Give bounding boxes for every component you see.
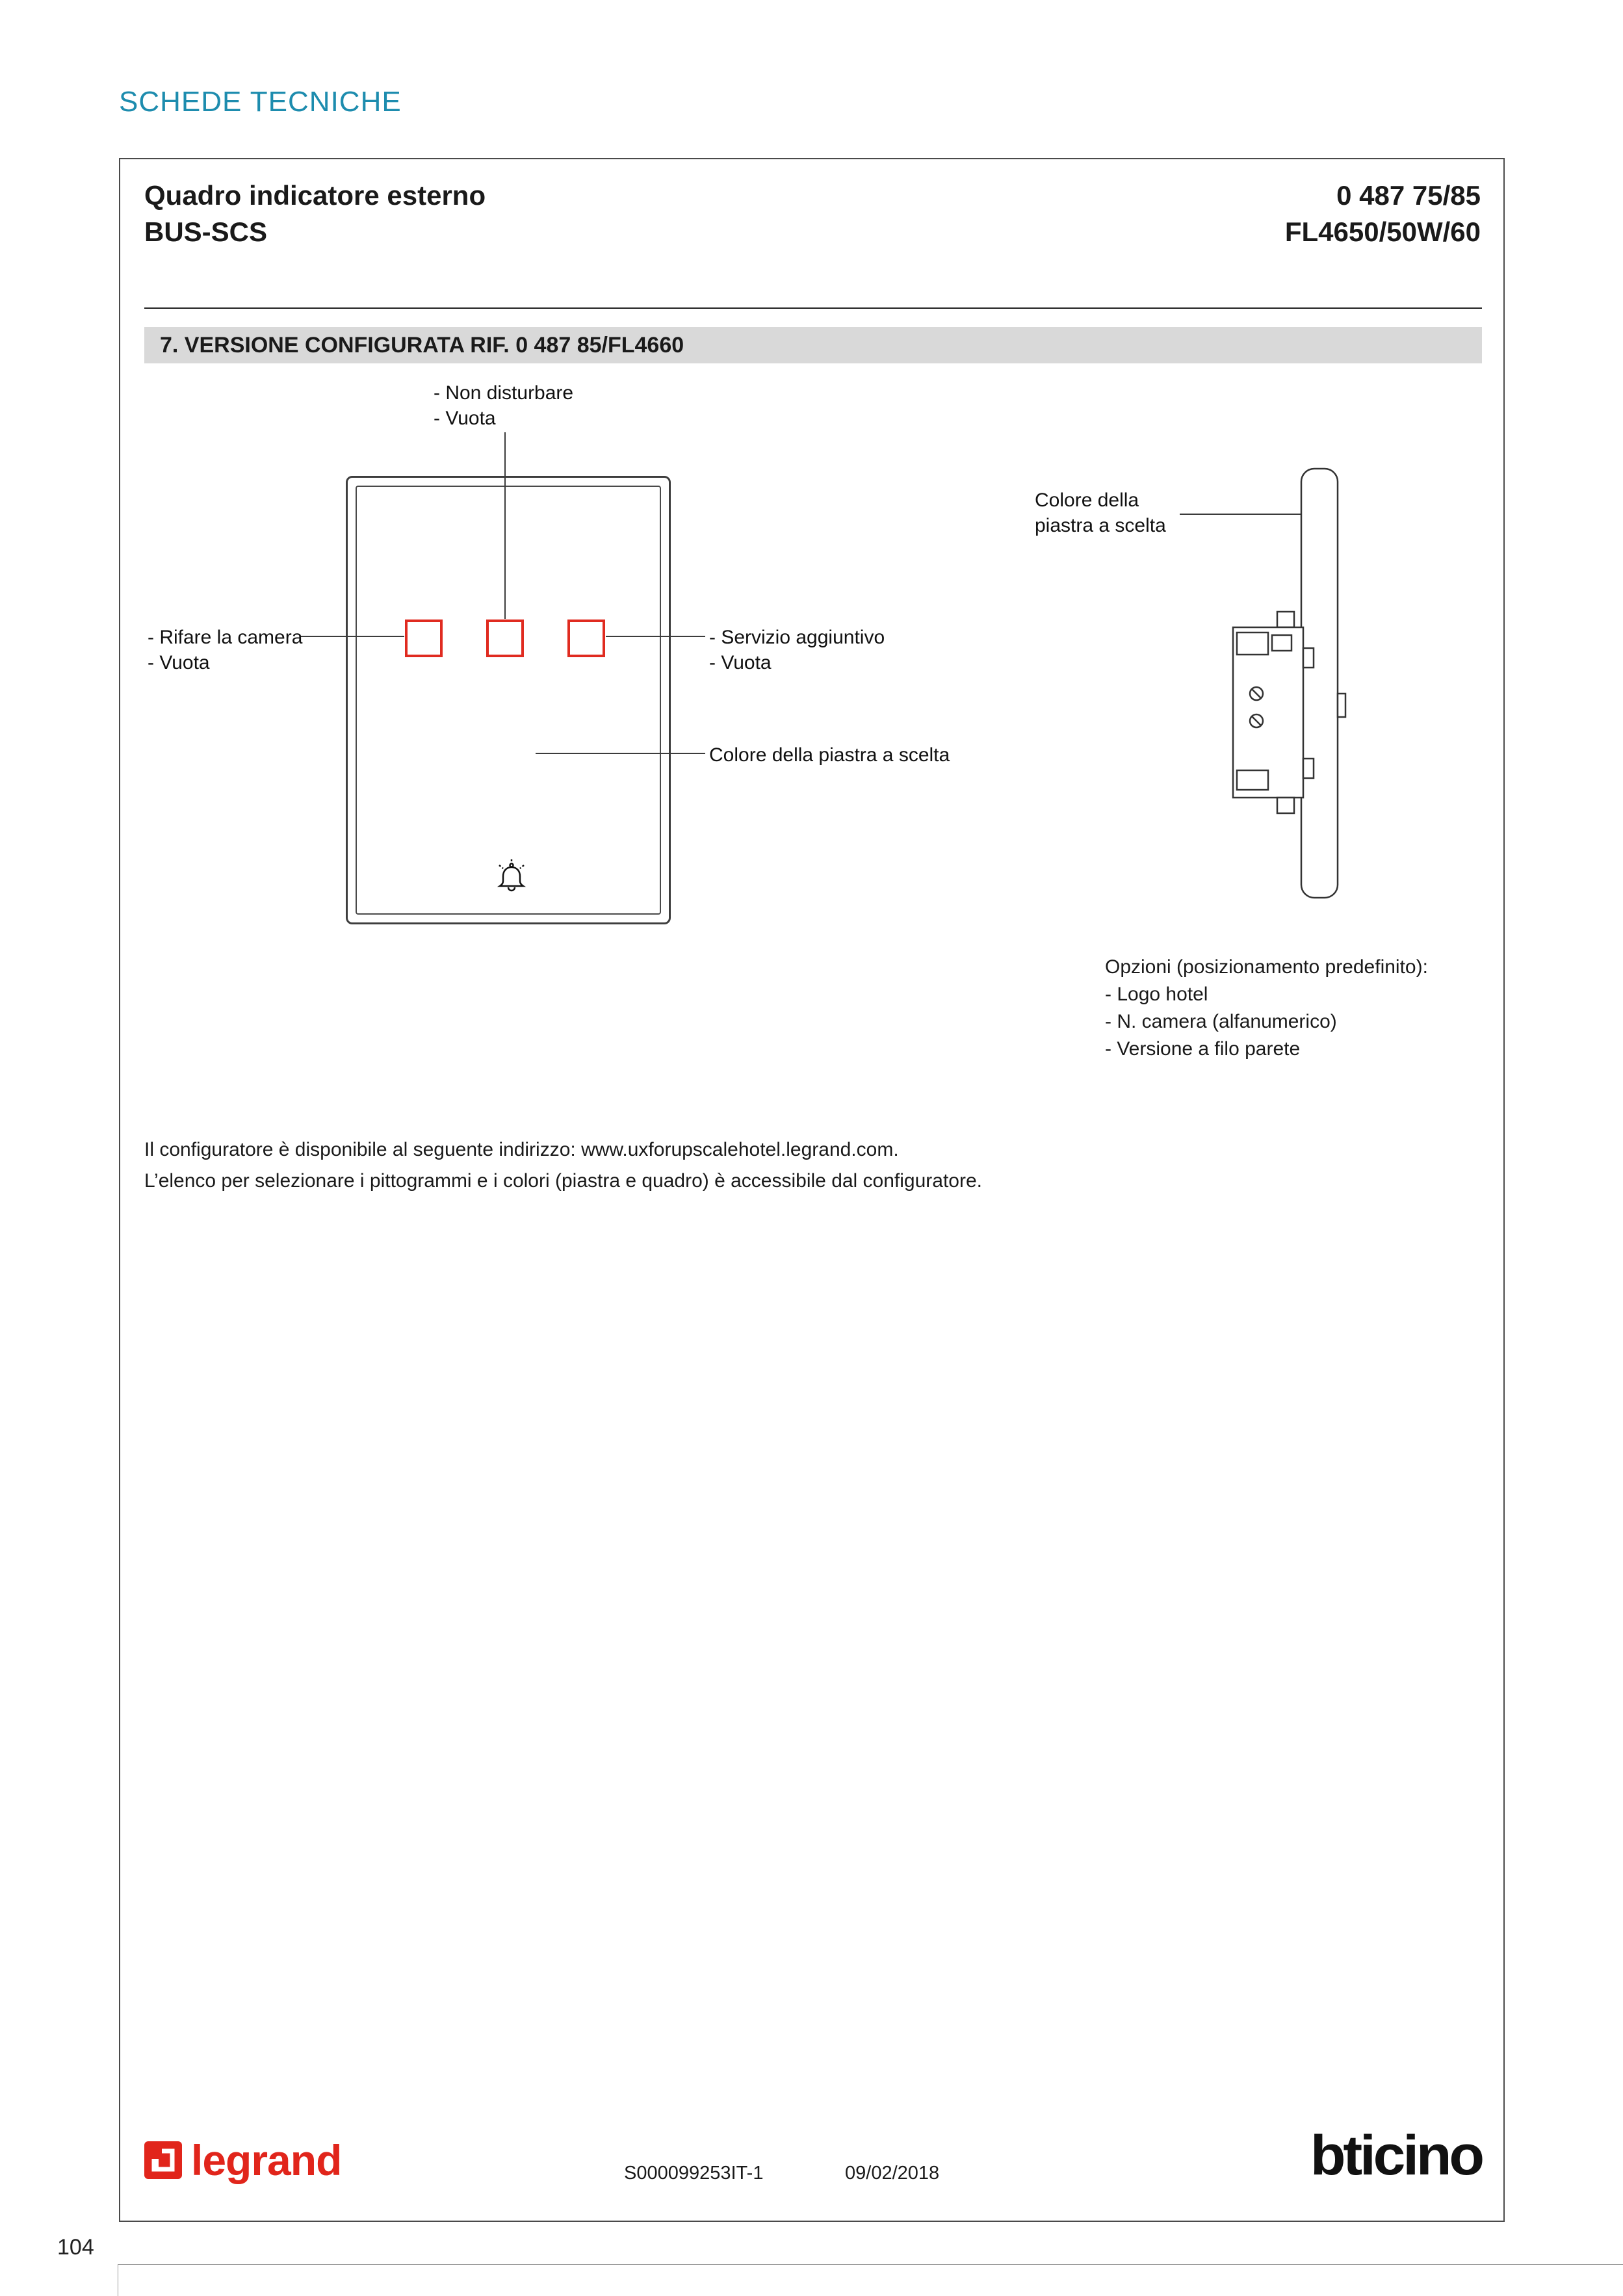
product-ref-line1: 0 487 75/85	[1336, 180, 1481, 211]
connector-non-disturbare	[504, 432, 506, 619]
product-title-line2: BUS-SCS	[144, 216, 268, 247]
plate-inner-frame	[356, 486, 661, 915]
label-colore-piastra: Colore della piastra a scelta	[709, 744, 950, 766]
button-non-disturbare	[486, 620, 524, 657]
option-versione-filo: - Versione a filo parete	[1105, 1038, 1301, 1060]
label-servizio	[709, 625, 885, 675]
options-title: Opzioni (posizionamento predefinito):	[1105, 956, 1428, 978]
label-non-disturbare	[434, 380, 573, 431]
title-divider	[144, 307, 1482, 309]
label-colore-side-line2: piastra a scelta	[1035, 515, 1166, 536]
label-non-disturbare-line1: - Non disturbare	[434, 382, 574, 404]
front-plate-diagram	[346, 476, 671, 924]
option-n-camera: - N. camera (alfanumerico)	[1105, 1011, 1337, 1032]
legrand-wordmark: legrand	[191, 2136, 342, 2184]
legrand-logo	[144, 2135, 341, 2185]
configurator-paragraph	[144, 1134, 982, 1197]
label-servizio-line1: - Servizio aggiuntivo	[709, 627, 885, 648]
configurator-line2: L’elenco per selezionare i pittogrammi e i colori (piastra e quadro) è accessibile dal configuratore.	[144, 1170, 983, 1192]
label-rifare-camera	[148, 625, 302, 675]
configurator-line1: Il configuratore è disponibile al seguente indirizzo: www.uxforupscalehotel.legrand.com.	[144, 1139, 899, 1160]
button-rifare-camera	[405, 620, 443, 657]
side-view-diagram	[1199, 465, 1394, 920]
document-code: S000099253IT-1	[624, 2163, 764, 2184]
document-date: 09/02/2018	[845, 2163, 940, 2184]
label-servizio-line2: - Vuota	[709, 652, 772, 673]
options-block	[1105, 954, 1428, 1063]
product-title-line1: Quadro indicatore esterno	[144, 180, 486, 211]
button-servizio-aggiuntivo	[567, 620, 605, 657]
product-reference	[1285, 177, 1481, 250]
bell-icon	[492, 857, 531, 896]
product-title	[144, 177, 486, 250]
connector-servizio	[606, 636, 705, 637]
connector-rifare-camera	[300, 636, 404, 637]
page-number: 104	[57, 2235, 94, 2260]
product-ref-line2: FL4650/50W/60	[1284, 216, 1481, 247]
footer-horizontal-rule	[118, 2264, 1623, 2265]
option-logo-hotel: - Logo hotel	[1105, 984, 1208, 1005]
page-header: SCHEDE TECNICHE	[119, 86, 402, 118]
label-colore-piastra-side	[1035, 488, 1166, 538]
label-non-disturbare-line2: - Vuota	[434, 408, 496, 429]
connector-colore-piastra	[536, 753, 705, 754]
document-frame	[119, 158, 1505, 2222]
label-rifare-camera-line2: - Vuota	[148, 652, 210, 673]
bticino-logo: bticino	[1310, 2124, 1482, 2187]
section-header: 7. VERSIONE CONFIGURATA RIF. 0 487 85/FL4660	[144, 327, 1482, 363]
legrand-symbol-icon	[144, 2141, 182, 2179]
label-colore-side-line1: Colore della	[1035, 489, 1139, 511]
label-rifare-camera-line1: - Rifare la camera	[148, 627, 303, 648]
